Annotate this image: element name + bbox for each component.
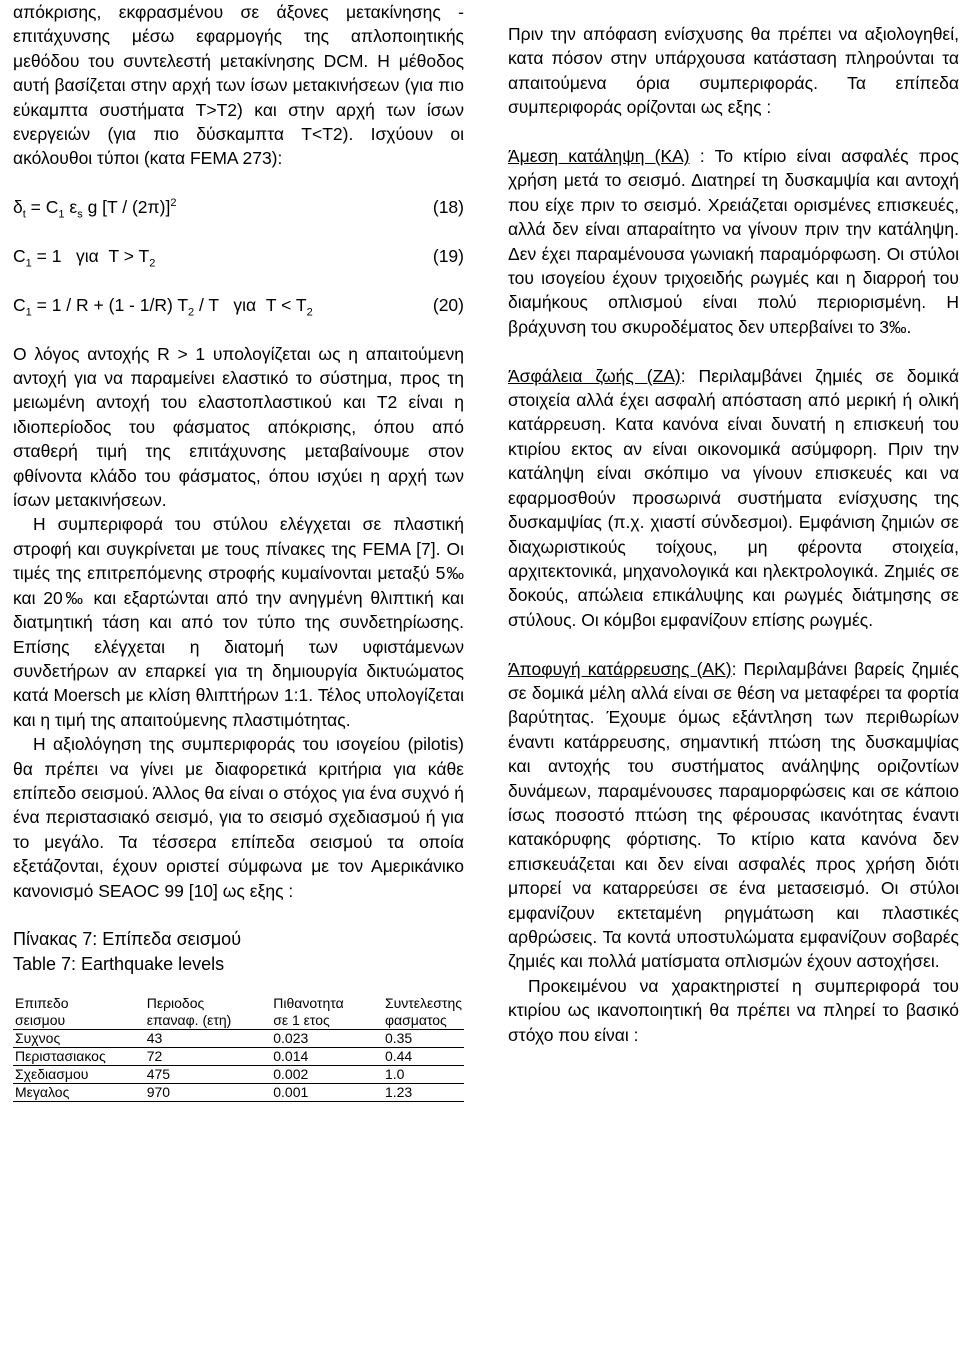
term-collapse-prevention: Άποφυγή κατάρρευσης (ΑΚ) bbox=[508, 658, 732, 679]
header-cell: Περιοδος επαναφ. (ετη) bbox=[145, 995, 272, 1030]
equation-20 bbox=[13, 293, 464, 317]
table-cell: 1.23 bbox=[383, 1084, 464, 1102]
equation-18 bbox=[13, 195, 464, 219]
equation-18-body: $\delta_t = C_1$ $\varepsilon_s$ g [T / (2π)]$^2$ bbox=[13, 197, 177, 221]
equation-20-body: $C_1 = 1 / R + (1 - 1/R)$ $T_2$ / T για $T < T_2$ bbox=[13, 294, 313, 319]
table-caption-english: Table 7: Earthquake levels bbox=[13, 954, 225, 975]
table-row bbox=[13, 1030, 464, 1048]
equation-18-number: (18) bbox=[432, 197, 464, 218]
equation-19-body: $C_1 = 1$ για $T > T_2$ bbox=[13, 246, 156, 270]
paragraph-performance-goal: Προκειμένου να χαρακτηριστεί η συμπεριφορά του κτιρίου ως ικανοποιητική θα πρέπει να πληρεί το βασικό στόχο που είναι : bbox=[508, 975, 959, 1045]
term-life-safety: Άσφάλεια ζωής (ΖΑ) bbox=[508, 365, 681, 386]
table-cell: 0.014 bbox=[271, 1048, 383, 1066]
table-cell: Μεγαλος bbox=[13, 1084, 145, 1102]
paragraph-immediate-occupancy: Άμεση κατάληψη (ΚΑ) : Το κτίριο είναι ασφαλές προς χρήση μετά το σεισμό. Διατηρεί τη δυσκαμψία και αντοχή που είχε πριν το σεισμό. Χρειάζεται ορισμένες επισκευές, αλλά δεν είναι απαραίτητο να γίνουν πριν την κατάληψη. Δεν έχει παραμένουσα γωνιακή παραμόρφωση. Οι στύλοι του ισογείου έχουν τριχοειδής ρωγμές και η διαρροή του διαμήκους οπλισμού είναι πολύ περιορισμένη. Η βράχυνση του σκυροδέματος δεν υπερβαίνει το 3‰. bbox=[508, 146, 959, 337]
equation-20-number: (20) bbox=[432, 294, 464, 315]
table-cell: Σχεδιασμου bbox=[13, 1066, 145, 1084]
paragraph-strength-ratio: Ο λόγος αντοχής R > 1 υπολογίζεται ως η απαιτούμενη αντοχή για να παραμείνει ελαστικό το σύστημα, προς τη μειωμένη αντοχή του ελαστοπλαστικού και T2 είναι η ιδιοπερίοδος του φάσματος απόκρισης, όπου από σταθερή τιμή της επιτάχυνσης μεταβαίνουμε στον φθίνοντα κλάδο του φάσματος, όπου ισχύει η αρχή των ίσων μετακινήσεων. bbox=[13, 343, 464, 511]
table-cell: Περιστασιακος bbox=[13, 1048, 145, 1066]
table-cell: 0.023 bbox=[271, 1030, 383, 1048]
table-caption-greek: Πίνακας 7: Επίπεδα σεισμού bbox=[13, 929, 242, 950]
table-cell: 970 bbox=[145, 1084, 272, 1102]
header-cell: Επιπεδο σεισμου bbox=[13, 995, 145, 1030]
table-cell: 72 bbox=[145, 1048, 272, 1066]
table-cell: 0.001 bbox=[271, 1084, 383, 1102]
header-cell: Πιθανοτητα σε 1 ετος bbox=[271, 995, 383, 1030]
table-header-row bbox=[13, 995, 464, 1030]
table-cell: 475 bbox=[145, 1066, 272, 1084]
paragraph-pilotis-evaluation: Η αξιολόγηση της συμπεριφοράς του ισογείου (pilotis) θα πρέπει να γίνει με διαφορετικά κριτήρια για κάθε επίπεδο σεισμού. Άλλος θα είναι ο στόχος για ένα συχνό ή ένα περιστασιακό σεισμό, για το σεισμό σχεδιασμού ή για το μεγάλο. Τα τέσσερα επίπεδα σεισμού τα οποία εξετάζονται, έχουν οριστεί σύμφωνα με τον Αμερικάνικο κανονισμό SEAOC 99 [10] ως εξης : bbox=[13, 734, 464, 901]
equation-19-number: (19) bbox=[432, 246, 464, 267]
right-column bbox=[508, 0, 959, 1047]
equation-19 bbox=[13, 244, 464, 268]
table-cell: 0.002 bbox=[271, 1066, 383, 1084]
table-row bbox=[13, 1084, 464, 1102]
paragraph-intro: απόκρισης, εκφρασμένου σε άξονες μετακίνησης - επιτάχυνσης μέσω εφαρμογής της απλοποιητικής μεθόδου του συντελεστή μετακίνησης DCM. Η μέθοδος αυτή βασίζεται στην αρχή των ίσων μετακινήσεων (για πιο εύκαμπτα συστήματα T>T2) και στην αρχή των ίσων ενεργειών (για πιο δύσκαμπτα T<T2). Ισχύουν οι ακόλουθοι τύποι (κατα FEMA 273): bbox=[13, 2, 464, 169]
table-cell: 43 bbox=[145, 1030, 272, 1048]
table-cell: 0.35 bbox=[383, 1030, 464, 1048]
left-column bbox=[13, 0, 464, 1102]
table-cell: 0.44 bbox=[383, 1048, 464, 1066]
header-cell: Συντελεστης φασματος bbox=[384, 995, 462, 1029]
earthquake-levels-table bbox=[13, 995, 464, 1102]
table-row bbox=[13, 1066, 464, 1084]
term-immediate-occupancy: Άμεση κατάληψη (ΚΑ) bbox=[508, 146, 690, 167]
table-cell: Συχνος bbox=[13, 1030, 145, 1048]
paragraph-column-behaviour: Η συμπεριφορά του στύλου ελέγχεται σε πλαστική στροφή και συγκρίνεται με τους πίνακες της FEMA [7]. Οι τιμές της επιτρεπόμενης στροφής κυμαίνονται μεταξύ 5‰ και 20‰ και εξαρτώνται από την ανηγμένη θλιπτική και διατμητική τάση και από τον τύπο της συνδετηρίωσης. Επίσης ελέγχεται η διατομή των υφιστάμενων συνδετήρων αν επαρκεί για τη δημιουργία δικτυώματος κατά Moersch με κλίση θλιπτήρων 1:1. Τέλος υπολογίζεται και η τιμή της απαιτούμενης πλαστιμότητας. bbox=[13, 514, 464, 730]
table-row bbox=[13, 1048, 464, 1066]
table-cell: 1.0 bbox=[383, 1066, 464, 1084]
paragraph-life-safety: Άσφάλεια ζωής (ΖΑ): Περιλαμβάνει ζημιές σε δομικά στοιχεία αλλά έχει ασφαλή απόσταση από μερική ή ολική κατάρρευση. Κατα κανόνα είναι δυνατή η επισκευή του κτιρίου εκτος αν είναι οικονομικά ασύμφορη. Πριν την κατάληψη είναι σκόπιμο να γίνουν επισκευές και να εφαρμοσθούν προσωρινά συστήματα ενίσχυσης της δυσκαμψίας (π.χ. χιαστί σύνδεσμοι). Εμφάνιση ζημιών σε διαχωριστικούς τοίχους, μη φέροντα στοιχεία, αρχιτεκτονικά, μηχανολογικά και ηλεκτρολογικά. Ζημιές σε δοκούς, απώλεια επικάλυψης και ρωγμές διάτμησης σε στύλους. Οι κόμβοι εμφανίζουν επίσης ρωγμές. bbox=[508, 365, 959, 630]
paragraph-assessment: Πριν την απόφαση ενίσχυσης θα πρέπει να αξιολογηθεί, κατα πόσον στην υπάρχουσα κατάσταση πληρούνται τα απαιτούμενα όρια συμπεριφοράς. Τα επίπεδα συμπεριφοράς ορίζονται ως εξης : bbox=[508, 24, 959, 118]
paragraph-collapse-prevention: Άποφυγή κατάρρευσης (ΑΚ): Περιλαμβάνει βαρείς ζημιές σε δομικά μέλη αλλά είναι σε θέση να μεταφέρει τα φορτία βαρύτητας. Έχουμε όμως εξάντληση των περιθωρίων έναντι κατάρρευσης, σημαντική πτώση της δυσκαμψίας και αντοχής του συστήματος ανάληψης οριζοντίων δυνάμεων, παραμένουσες παραμορφώσεις και σε κάποιο ίσως ποσοστό πτώση της φέρουσας ικανότητας έναντι κατακόρυφης φόρτισης. Το κτίριο κατα κανόνα δεν επισκευάζεται και δεν είναι ασφαλές προς χρήση διότι μπορεί να καταρρεύσει σε ένα μετασεισμό. Οι στύλοι εμφανίζουν εκτεταμένη ρηγμάτωση και πλαστικές αρθρώσεις. Τα κοντά υποστυλώματα εμφανίζουν σοβαρές ζημιές και πολλά ματίσματα οπλισμών έχουν αστοχήσει. bbox=[508, 658, 959, 972]
